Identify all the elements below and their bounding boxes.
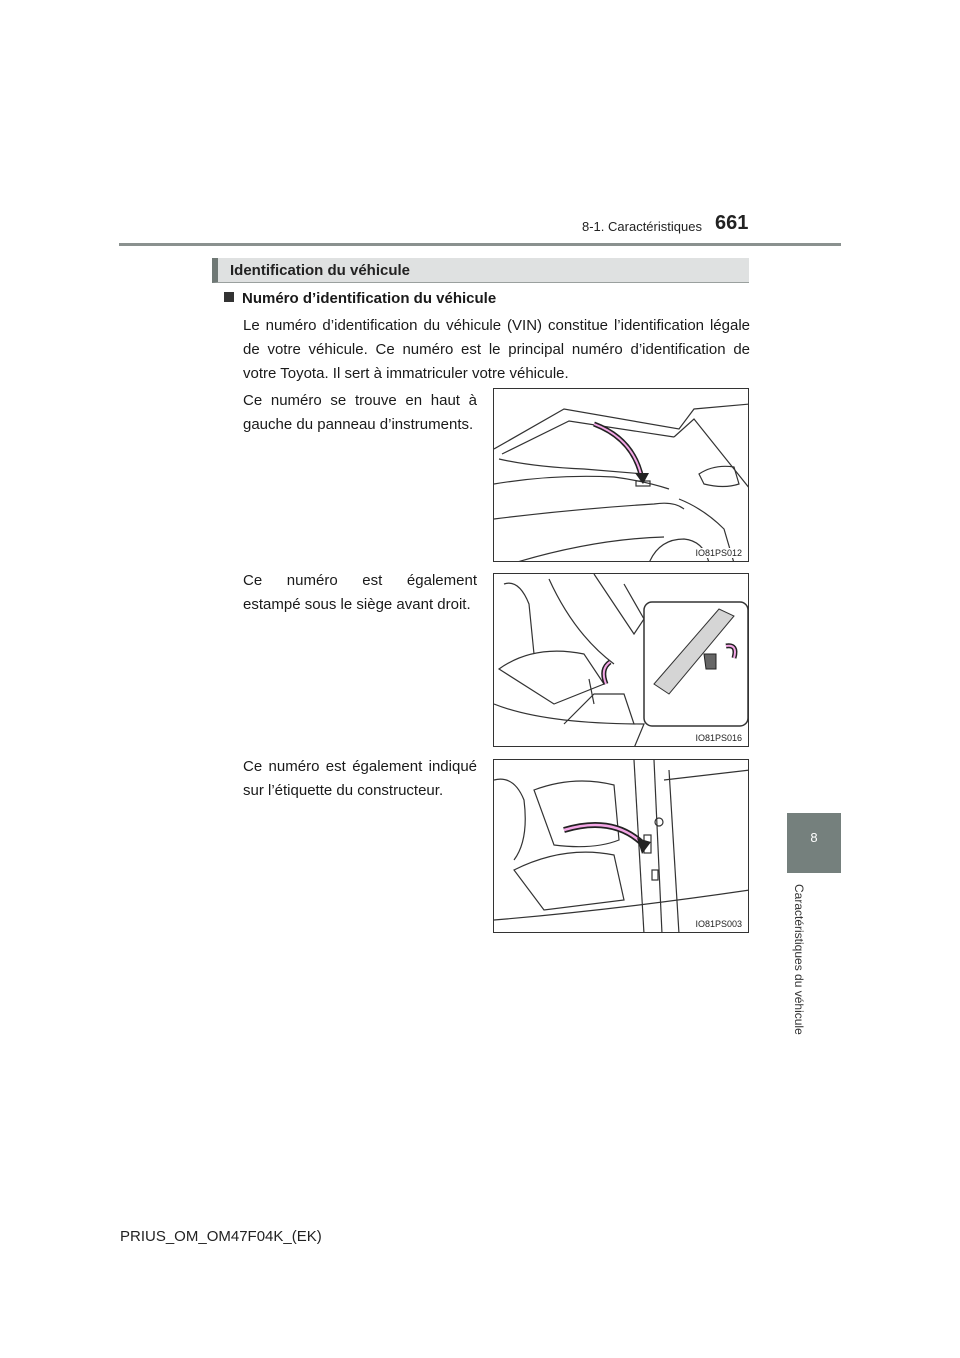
seat-illustration — [494, 574, 749, 747]
figure-1-caption: Ce numéro se trouve en haut à gauche du panneau d’instruments. — [243, 392, 477, 433]
section-title-band — [212, 258, 749, 283]
figure-2-code: IO81PS016 — [695, 733, 742, 743]
figure-1-dashboard — [493, 388, 749, 562]
figure-2-seat — [493, 573, 749, 747]
dashboard-illustration — [494, 389, 749, 562]
subheading-text: Numéro d’identification du véhicule — [242, 290, 497, 307]
figure-2-caption: Ce numéro est également estampé sous le siège avant droit. — [243, 572, 477, 613]
intro-paragraph: Le numéro d’identification du véhicule (VIN) constitue l’identification légale de votre véhicule. Ce numéro est le principal numéro d’identification de votre Toyota. Il sert à immatriculer votre véhicule. — [243, 317, 750, 382]
figure-3-door-pillar — [493, 759, 749, 933]
header-rule — [119, 243, 841, 246]
door-pillar-illustration — [494, 760, 749, 933]
document-code: PRIUS_OM_OM47F04K_(EK) — [120, 1228, 322, 1245]
chapter-title: Caractéristiques du véhicule — [792, 884, 806, 1035]
figure-3-code: IO81PS003 — [695, 919, 742, 929]
page-number: 661 — [715, 212, 749, 234]
figure-1-code: IO81PS012 — [695, 548, 742, 558]
subheading — [224, 290, 496, 307]
figure-3-caption: Ce numéro est également indiqué sur l’étiquette du constructeur. — [243, 758, 477, 799]
section-title: Identification du véhicule — [230, 262, 411, 279]
header-section: 8-1. Caractéristiques — [582, 219, 702, 234]
chapter-number: 8 — [810, 830, 818, 845]
square-bullet-icon — [224, 292, 234, 302]
